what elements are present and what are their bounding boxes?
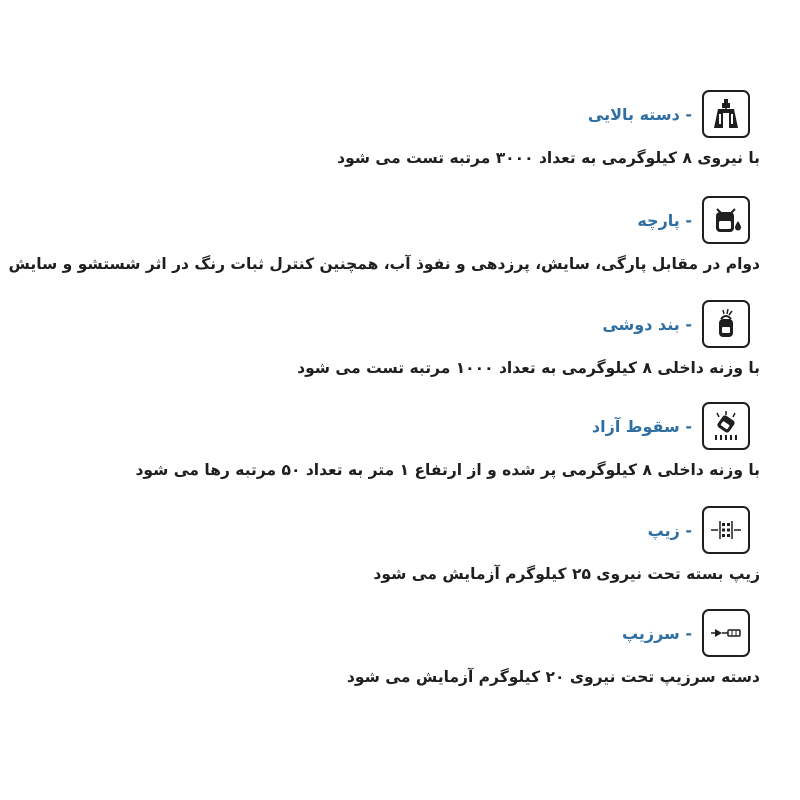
feature-heading: - بند دوشی xyxy=(602,314,692,334)
free-fall-icon xyxy=(702,402,750,450)
feature-header xyxy=(602,297,750,351)
feature-header xyxy=(622,606,750,660)
feature-description: با نیروی ۸ کیلوگرمی به تعداد ۳۰۰۰ مرتبه تست می شود xyxy=(337,149,760,167)
fabric-backpack-icon xyxy=(702,196,750,244)
shoulder-strap-icon xyxy=(702,300,750,348)
feature-description: زیپ بسته تحت نیروی ۲۵ کیلوگرم آزمایش می شود xyxy=(373,565,760,583)
feature-heading: - دسته بالایی xyxy=(587,104,692,124)
feature-header xyxy=(592,399,750,453)
feature-heading: - سرزیپ xyxy=(621,623,692,643)
zipper-puller-icon xyxy=(702,609,750,657)
handle-icon xyxy=(702,90,750,138)
feature-header xyxy=(588,87,750,141)
feature-heading: - زیپ xyxy=(647,520,692,540)
feature-description: دسته سرزیپ تحت نیروی ۲۰ کیلوگرم آزمایش می شود xyxy=(346,668,760,686)
feature-description: با وزنه داخلی ۸ کیلوگرمی به تعداد ۱۰۰۰ مرتبه تست می شود xyxy=(297,359,760,377)
zipper-icon xyxy=(702,506,750,554)
feature-header xyxy=(637,193,750,247)
feature-description: دوام در مقابل پارگی، سایش، پرزدهی و نفوذ آب، همچنین کنترل ثبات رنگ در اثر شستشو و سایش xyxy=(8,255,760,273)
feature-heading: - پارچه xyxy=(637,210,692,230)
feature-description: با وزنه داخلی ۸ کیلوگرمی پر شده و از ارتفاع ۱ متر به تعداد ۵۰ مرتبه رها می شود xyxy=(135,461,760,479)
feature-header xyxy=(648,503,750,557)
feature-heading: - سقوط آزاد xyxy=(591,416,692,436)
